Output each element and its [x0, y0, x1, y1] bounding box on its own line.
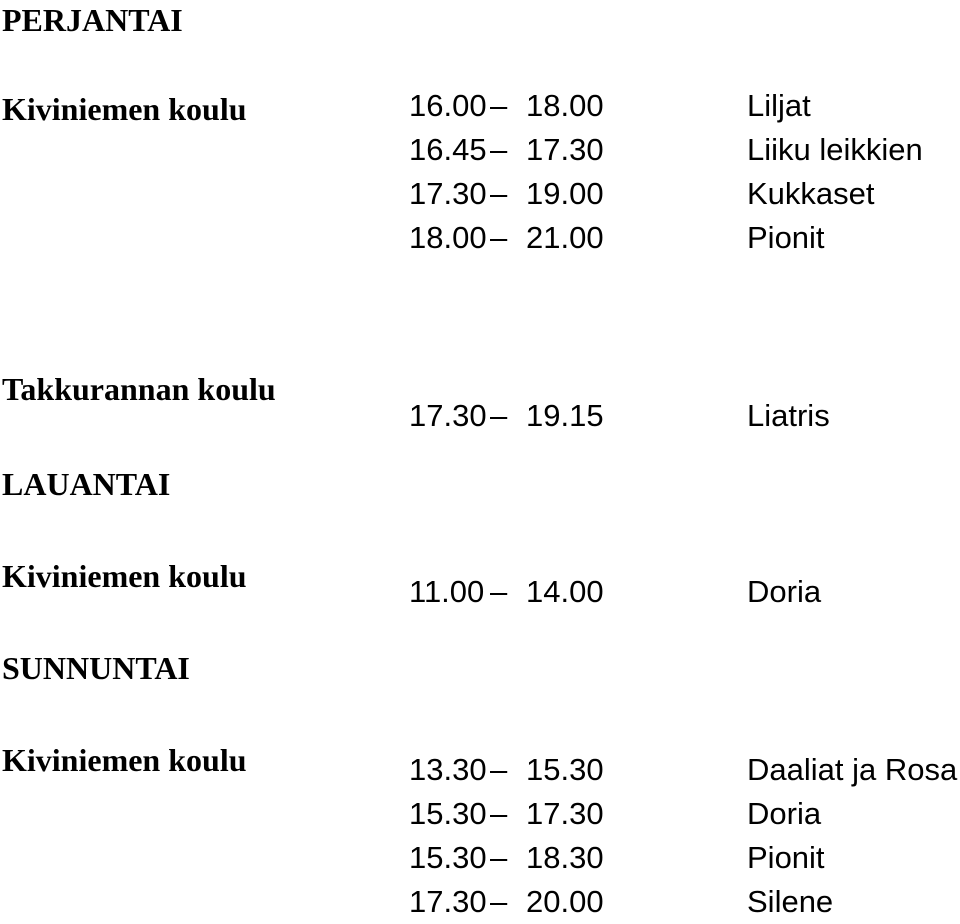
start-time: 16.00 — [409, 88, 487, 123]
time-separator: – — [490, 574, 508, 609]
end-time: 18.00 — [526, 88, 604, 123]
start-time: 15.30 — [409, 796, 487, 831]
group-name: Doria — [747, 574, 822, 609]
time-separator: – — [490, 132, 508, 167]
list-item — [0, 394, 960, 438]
group-name: Liljat — [747, 88, 811, 123]
list-item — [0, 216, 960, 260]
day-heading-lauantai: LAUANTAI — [2, 466, 171, 502]
group-name: Daaliat ja Rosa — [747, 752, 958, 787]
time-separator: – — [490, 796, 508, 831]
day-heading-sunnuntai: SUNNUNTAI — [2, 650, 190, 686]
group-name: Liiku leikkien — [747, 132, 923, 167]
group-name: Pionit — [747, 840, 825, 875]
list-item — [0, 172, 960, 216]
end-time: 21.00 — [526, 220, 604, 255]
start-time: 18.00 — [409, 220, 487, 255]
group-name: Silene — [747, 884, 834, 919]
end-time: 14.00 — [526, 574, 604, 609]
end-time: 19.15 — [526, 398, 604, 433]
slot-list — [0, 84, 960, 260]
list-item — [0, 748, 960, 792]
slot-list — [0, 748, 960, 924]
list-item — [0, 128, 960, 172]
end-time: 15.30 — [526, 752, 604, 787]
end-time: 17.30 — [526, 796, 604, 831]
list-item — [0, 880, 960, 924]
time-separator: – — [490, 398, 508, 433]
time-separator: – — [490, 884, 508, 919]
time-separator: – — [490, 220, 508, 255]
venue-label: Kiviniemen koulu — [2, 91, 247, 127]
end-time: 17.30 — [526, 132, 604, 167]
start-time: 17.30 — [409, 884, 487, 919]
end-time: 18.30 — [526, 840, 604, 875]
venue-label: Kiviniemen koulu — [2, 742, 247, 778]
start-time: 11.00 — [409, 574, 485, 609]
list-item — [0, 792, 960, 836]
end-time: 20.00 — [526, 884, 604, 919]
list-item — [0, 570, 960, 614]
time-separator: – — [490, 88, 508, 123]
start-time: 13.30 — [409, 752, 487, 787]
start-time: 15.30 — [409, 840, 487, 875]
group-name: Pionit — [747, 220, 825, 255]
group-name: Kukkaset — [747, 176, 875, 211]
day-heading-perjantai: PERJANTAI — [2, 2, 183, 38]
group-name: Liatris — [747, 398, 830, 433]
time-separator: – — [490, 840, 508, 875]
list-item — [0, 84, 960, 128]
slot-list — [0, 394, 960, 438]
start-time: 16.45 — [409, 132, 487, 167]
start-time: 17.30 — [409, 176, 487, 211]
end-time: 19.00 — [526, 176, 604, 211]
start-time: 17.30 — [409, 398, 487, 433]
time-separator: – — [490, 752, 508, 787]
time-separator: – — [490, 176, 508, 211]
list-item — [0, 836, 960, 880]
venue-label: Takkurannan koulu — [2, 371, 276, 407]
slot-list — [0, 570, 960, 614]
venue-label: Kiviniemen koulu — [2, 558, 247, 594]
group-name: Doria — [747, 796, 822, 831]
